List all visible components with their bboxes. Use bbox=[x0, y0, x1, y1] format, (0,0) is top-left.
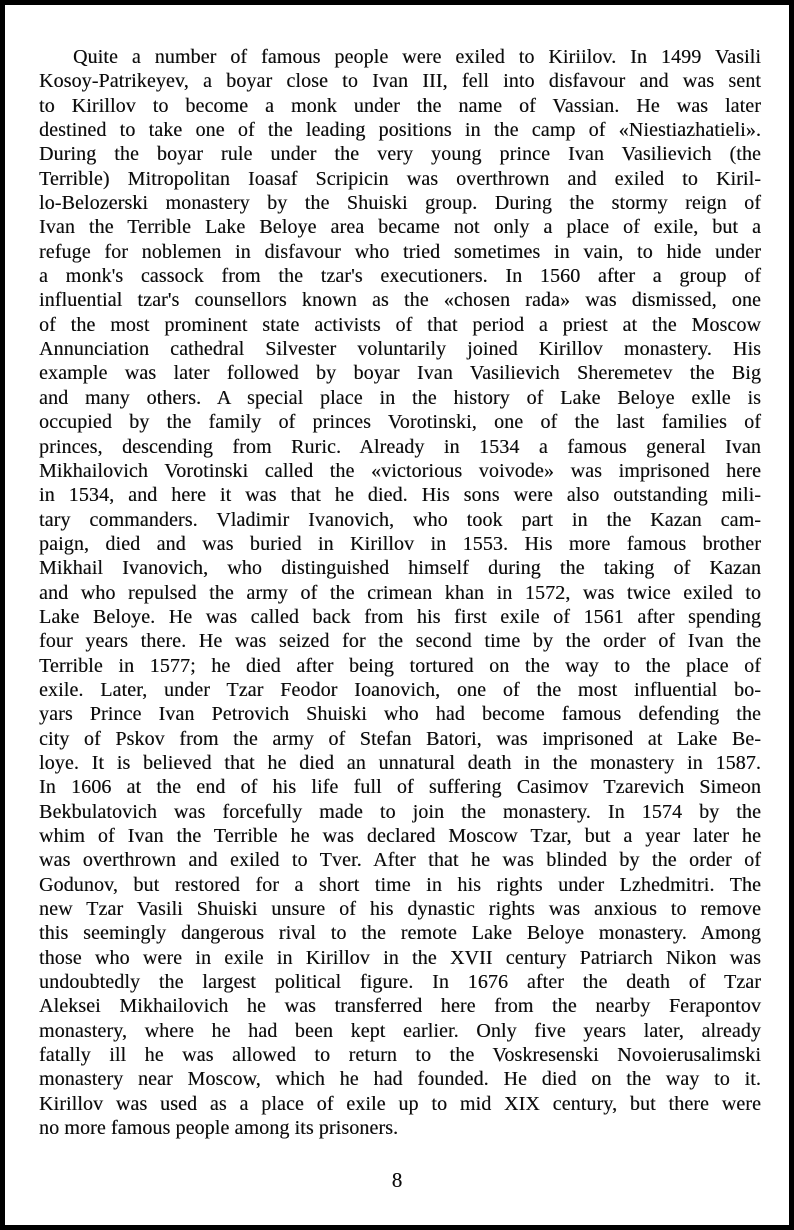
text-line: Mikhail Ivanovich, who distinguished himself during the taking of Kazan bbox=[39, 557, 761, 580]
text-line: Godunov, but restored for a short time in his rights under Lzhedmitri. The bbox=[39, 873, 761, 896]
text-line: In 1606 at the end of his life full of suffering Casimov Tzarevich Simeon bbox=[39, 776, 761, 799]
text-line: Lake Beloye. He was called back from his first exile of 1561 after spending bbox=[39, 605, 761, 628]
text-line: destined to take one of the leading positions in the camp of «Niestiazhatieli». bbox=[39, 119, 761, 142]
text-line: new Tzar Vasili Shuiski unsure of his dynastic rights was anxious to remove bbox=[39, 898, 761, 921]
text-line: Mikhailovich Vorotinski called the «victorious voivode» was imprisoned here bbox=[39, 459, 761, 482]
text-line: Kosoy-Patrikeyev, a boyar close to Ivan III, fell into disfavour and was sent bbox=[39, 70, 761, 93]
text-block bbox=[39, 45, 761, 1140]
text-line: and who repulsed the army of the crimean khan in 1572, was twice exiled to bbox=[39, 581, 761, 604]
text-line: a monk's cassock from the tzar's executioners. In 1560 after a group of bbox=[39, 265, 761, 288]
text-line: loye. It is believed that he died an unnatural death in the monastery in 1587. bbox=[39, 751, 761, 774]
text-line: Ivan the Terrible Lake Beloye area became not only a place of exile, but a bbox=[39, 216, 761, 239]
text-line: Quite a number of famous people were exiled to Kiriilov. In 1499 Vasili bbox=[73, 46, 761, 68]
text-line: Bekbulatovich was forcefully made to join the monastery. In 1574 by the bbox=[39, 800, 761, 823]
text-line: monastery near Moscow, which he had founded. He died on the way to it. bbox=[39, 1068, 761, 1091]
text-line: of the most prominent state activists of that period a priest at the Moscow bbox=[39, 313, 761, 336]
text-line: princes, descending from Ruric. Already in 1534 a famous general Ivan bbox=[39, 435, 761, 458]
text-line: Aleksei Mikhailovich he was transferred here from the nearby Ferapontov bbox=[39, 995, 761, 1018]
text-line: example was later followed by boyar Ivan Vasilievich Sheremetev the Big bbox=[39, 362, 761, 385]
text-line: to Kirillov to become a monk under the name of Vassian. He was later bbox=[39, 94, 761, 117]
text-line: was overthrown and exiled to Tver. After that he was blinded by the order of bbox=[39, 849, 761, 872]
text-line: yars Prince Ivan Petrovich Shuiski who had become famous defending the bbox=[39, 703, 761, 726]
text-line: Kirillov was used as a place of exile up to mid XIX century, but there were bbox=[39, 1092, 761, 1115]
text-line: exile. Later, under Tzar Feodor Ioanovich, one of the most influential bo- bbox=[39, 678, 761, 701]
text-line: influential tzar's counsellors known as the «chosen rada» was dismissed, one bbox=[39, 289, 761, 312]
text-line: Terrible in 1577; he died after being tortured on the way to the place of bbox=[39, 654, 761, 677]
text-line: fatally ill he was allowed to return to the Voskresenski Novoierusalimski bbox=[39, 1044, 761, 1067]
text-line: lo-Belozerski monastery by the Shuiski group. During the stormy reign of bbox=[39, 192, 761, 215]
text-line: whim of Ivan the Terrible he was declared Moscow Tzar, but a year later he bbox=[39, 825, 761, 847]
text-line: Annunciation cathedral Silvester voluntarily joined Kirillov monastery. His bbox=[39, 338, 761, 361]
text-line: in 1534, and here it was that he died. His sons were also outstanding mili- bbox=[39, 484, 761, 507]
text-line: four years there. He was seized for the second time by the order of Ivan the bbox=[39, 630, 761, 653]
text-line: city of Pskov from the army of Stefan Batori, was imprisoned at Lake Be- bbox=[39, 727, 761, 750]
text-line: During the boyar rule under the very young prince Ivan Vasilievich (the bbox=[39, 143, 761, 166]
text-line: monastery, where he had been kept earlier. Only five years later, already bbox=[39, 1019, 761, 1042]
text-line: and many others. A special place in the history of Lake Beloye exlle is bbox=[39, 386, 761, 409]
text-line: undoubtedly the largest political figure. In 1676 after the death of Tzar bbox=[39, 971, 761, 994]
text-line: no more famous people among its prisoners. bbox=[39, 1117, 399, 1140]
text-line: this seemingly dangerous rival to the remote Lake Beloye monastery. Among bbox=[39, 922, 761, 945]
text-line: refuge for noblemen in disfavour who tried sometimes in vain, to hide under bbox=[39, 240, 761, 263]
text-line: occupied by the family of princes Vorotinski, one of the last families of bbox=[39, 411, 761, 434]
text-line: Terrible) Mitropolitan Ioasaf Scripicin was overthrown and exiled to Kiril- bbox=[39, 167, 761, 190]
text-line: those who were in exile in Kirillov in the XVII century Patriarch Nikon was bbox=[39, 946, 761, 969]
text-line: tary commanders. Vladimir Ivanovich, who took part in the Kazan cam- bbox=[39, 508, 761, 531]
text-line: paign, died and was buried in Kirillov in 1553. His more famous brother bbox=[39, 532, 761, 555]
page-number: 8 bbox=[391, 1168, 403, 1192]
